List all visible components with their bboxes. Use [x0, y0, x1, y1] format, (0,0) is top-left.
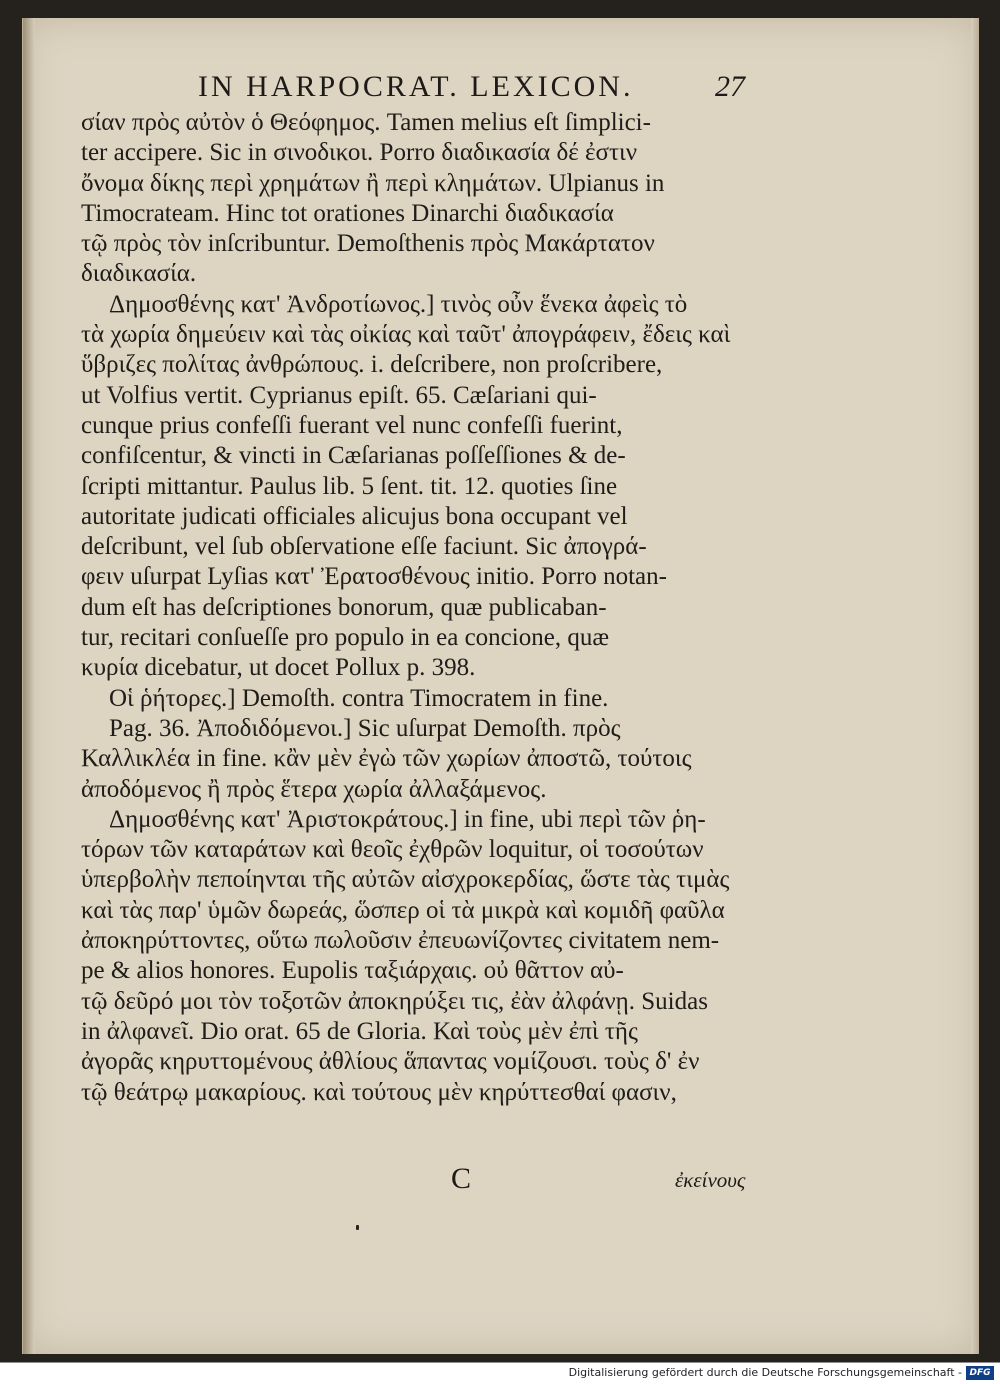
- text-line: Pag. 36. Ἀποδιδόμενοι.] Sic uſurpat Demoſth. πρὸς: [109, 714, 621, 742]
- text-line: καὶ τὰς παρ' ὑμῶν δωρεάς, ὥσπερ οἱ τὰ μικρὰ καὶ κομιδῆ φαῦλα: [81, 896, 725, 924]
- text-line: deſcribunt, vel ſub obſervatione eſſe faciunt. Sic ἀπογρά-: [81, 533, 647, 561]
- text-line: confiſcentur, & vincti in Cæſarianas poſſeſſiones & de-: [81, 442, 626, 470]
- text-line: σίαν πρὸς αὐτὸν ὁ Θεόφημος. Tamen melius eſt ſimplici-: [81, 109, 651, 136]
- signature-mark: C: [451, 1162, 472, 1195]
- text-line: κυρία dicebatur, ut docet Pollux p. 398.: [81, 654, 476, 682]
- text-line: ter accipere. Sic in σινοδικοι. Porro διαδικασία δέ ἐστιν: [81, 139, 638, 167]
- text-line: ἀγορᾶς κηρυττομένους ἀθλίους ἅπαντας νομίζουσι. τοὺς δ' ἐν: [81, 1048, 700, 1076]
- running-head: IN HARPOCRAT. LEXICON.: [198, 70, 634, 103]
- text-line: ἀποκηρύττοντες, οὕτω πωλοῦσιν ἐπευωνίζοντες civitatem nem-: [81, 927, 720, 955]
- text-line: τῷ δεῦρό μοι τὸν τοξοτῶν ἀποκηρύξει τις, ἐὰν ἀλφάνῃ. Suidas: [81, 987, 708, 1015]
- text-line: tur, recitari conſueſſe pro populo in ea concione, quæ: [81, 624, 609, 652]
- page-edge: [971, 18, 979, 1354]
- text-line: ut Volfius vertit. Cyprianus epiſt. 65. Cæſariani qui-: [81, 381, 597, 409]
- text-line: Καλλικλέα in fine. κἂν μὲν ἐγὼ τῶν χωρίων ἀποστῶ, τούτοις: [81, 745, 692, 773]
- page-number: 27: [715, 70, 745, 103]
- text-line: ὕβριζες πολίτας ἀνθρώπους. i. deſcribere, non proſcribere,: [81, 351, 663, 379]
- dfg-logo: DFG: [966, 1366, 994, 1380]
- text-line: in ἀλφανεῖ. Dio orat. 65 de Gloria. Καὶ τοὺς μὲν ἐπὶ τῆς: [81, 1017, 638, 1045]
- text-line: ἀποδόμενος ἢ πρὸς ἕτερα χωρία ἀλλαξάμενος.: [81, 775, 547, 803]
- book-page: [22, 18, 979, 1354]
- text-line: ὑπερβολὴν πεποίηνται τῆς αὐτῶν αἰσχροκερδίας, ὥστε τὰς τιμὰς: [81, 866, 730, 894]
- catchword: ἐκείνους: [675, 1168, 746, 1192]
- text-line: dum eſt has deſcriptiones bonorum, quæ publicaban-: [81, 593, 607, 621]
- text-line: διαδικασία.: [81, 260, 197, 288]
- text-line: τὰ χωρία δημεύειν καὶ τὰς οἰκίας καὶ ταῦτ' ἀπογράφειν, ἔδεις καὶ: [81, 321, 731, 349]
- text-line: τῷ πρὸς τὸν inſcribuntur. Demoſthenis πρὸς Μακάρτατον: [81, 230, 655, 258]
- text-line: ὄνομα δίκης περὶ χρημάτων ἢ περὶ κλημάτων. Ulpianus in: [81, 169, 665, 197]
- body-text: [81, 108, 781, 1108]
- text-line: autoritate judicati officiales alicujus bona occupant vel: [81, 502, 628, 530]
- text-line: pe & alios honores. Eupolis ταξιάρχαις. οὐ θᾶττον αὐ-: [81, 957, 624, 985]
- footer-bar: [0, 1362, 1000, 1384]
- ink-speck: [356, 1225, 359, 1230]
- text-line: φειν uſurpat Lyſias κατ' Ἐρατοσθένους initio. Porro notan-: [81, 563, 667, 591]
- text-line: τῷ θεάτρῳ μακαρίους. καὶ τούτους μὲν κηρύττεσθαί φασιν,: [81, 1078, 677, 1106]
- funding-credit: Digitalisierung gefördert durch die Deutsche Forschungsgemeinschaft -: [568, 1366, 962, 1379]
- text-line: Timocrateam. Hinc tot orationes Dinarchi διαδικασία: [81, 199, 614, 227]
- text-line: Δημοσθένης κατ' Ἀριστοκράτους.] in fine, ubi περὶ τῶν ῥη-: [109, 805, 706, 833]
- text-line: cunque prius confeſſi fuerant vel nunc confeſſi fuerint,: [81, 411, 623, 439]
- text-line: Οἱ ῥήτορες.] Demoſth. contra Timocratem in fine.: [109, 684, 609, 712]
- text-line: ſcripti mittantur. Paulus lib. 5 ſent. tit. 12. quoties ſine: [81, 472, 618, 500]
- page-gutter: [23, 18, 35, 1354]
- text-line: Δημοσθένης κατ' Ἀνδροτίωνος.] τινὸς οὖν ἕνεκα ἀφεὶς τὸ: [109, 290, 688, 318]
- text-line: τόρων τῶν καταράτων καὶ θεοῖς ἐχθρῶν loquitur, οἱ τοσούτων: [81, 836, 704, 864]
